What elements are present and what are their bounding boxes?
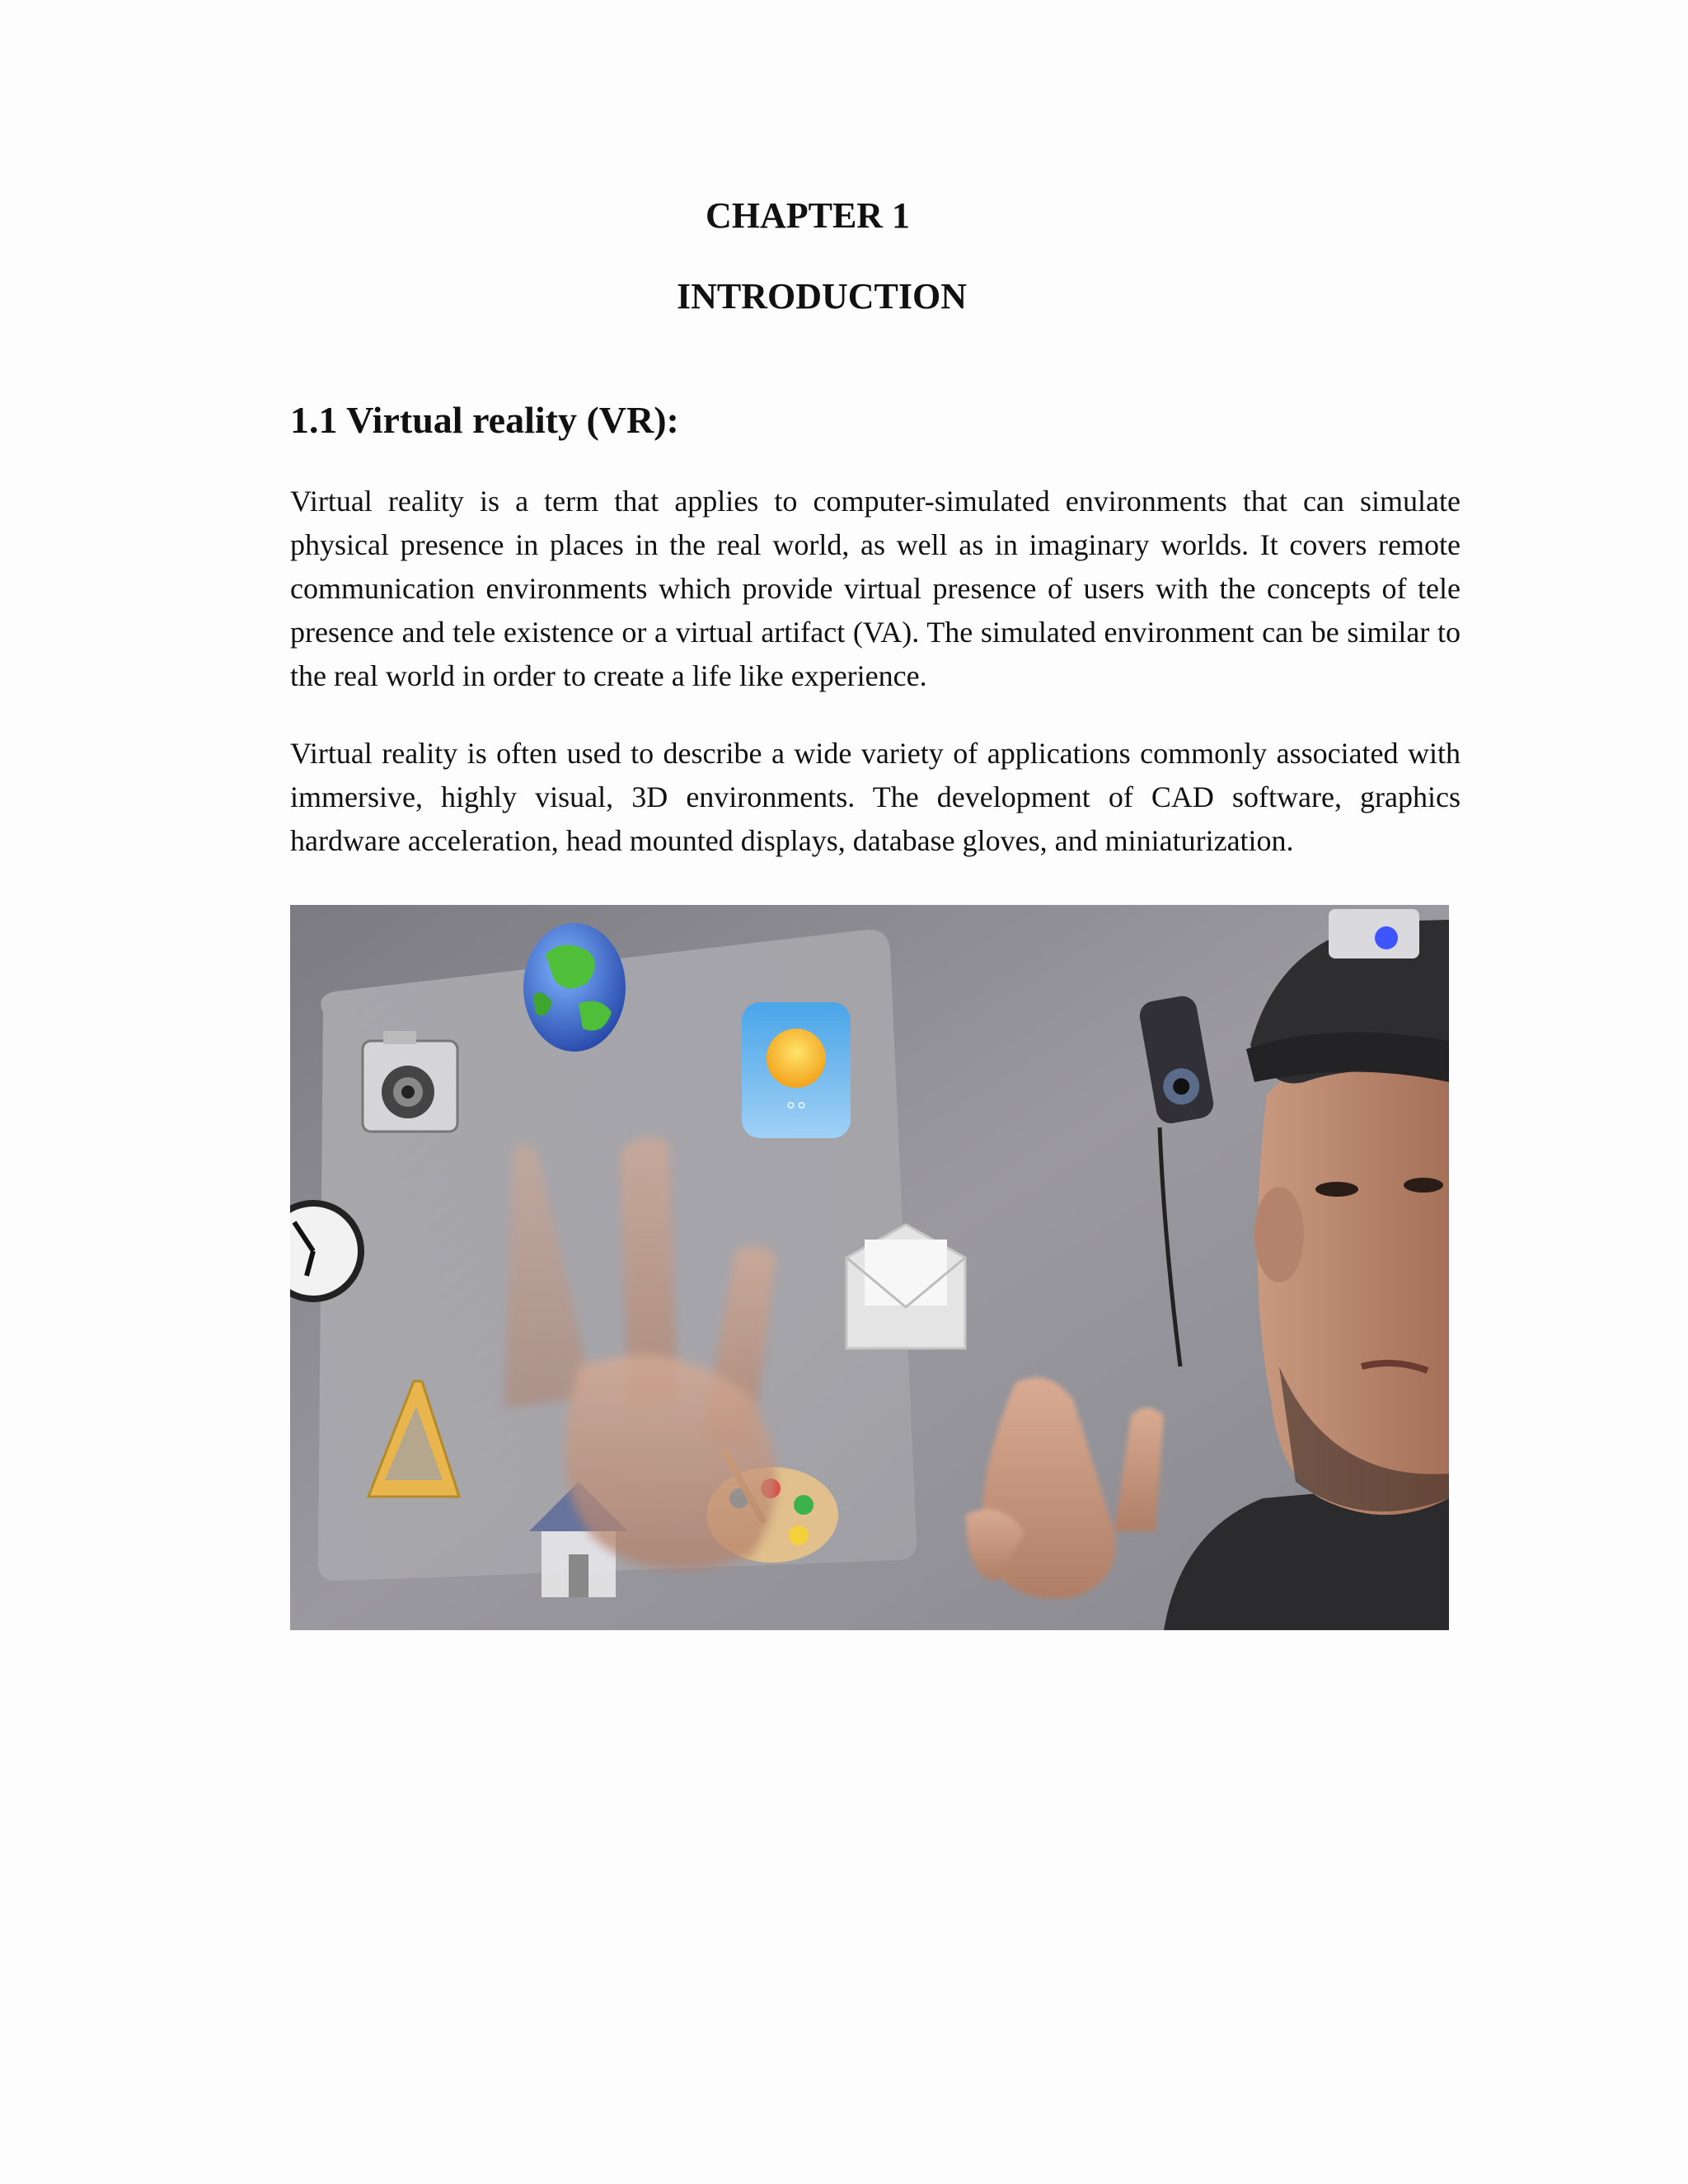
svg-text:°°: °° xyxy=(785,1099,807,1123)
section-title: Virtual reality xyxy=(346,399,577,441)
globe-icon xyxy=(523,923,626,1052)
paragraph-vr-definition: Virtual reality is a term that applies to computer-simulated environments that can simulate physical presence in places in the real world, as well as in imaginary worlds. It covers remote communication environments which provide virtual presence of users with the concepts of tele presence and tele existence or a virtual artifact (VA). The simulated environment can be similar to the real world in order to create a life like experience. xyxy=(290,485,1461,692)
section-paren-close: ): xyxy=(654,399,679,441)
weather-icon xyxy=(742,1002,851,1138)
section-heading xyxy=(290,394,679,447)
clock-icon xyxy=(290,1203,361,1299)
chapter-title: INTRODUCTION xyxy=(676,276,968,316)
camera-icon xyxy=(363,1031,457,1132)
paragraph-vr-applications: Virtual reality is often used to describe a wide variety of applications commonly associated with immersive, highly visual, 3D environments. The development of CAD software, graphics hardware acceleration, head mounted displays, database gloves, and miniaturization. xyxy=(290,737,1461,857)
section-number: 1.1 xyxy=(290,399,338,441)
section-paren-open: ( xyxy=(586,399,599,441)
vr-interface-photo xyxy=(290,905,1449,1630)
section-abbreviation: VR xyxy=(598,399,654,441)
chapter-label: CHAPTER 1 xyxy=(705,195,911,236)
